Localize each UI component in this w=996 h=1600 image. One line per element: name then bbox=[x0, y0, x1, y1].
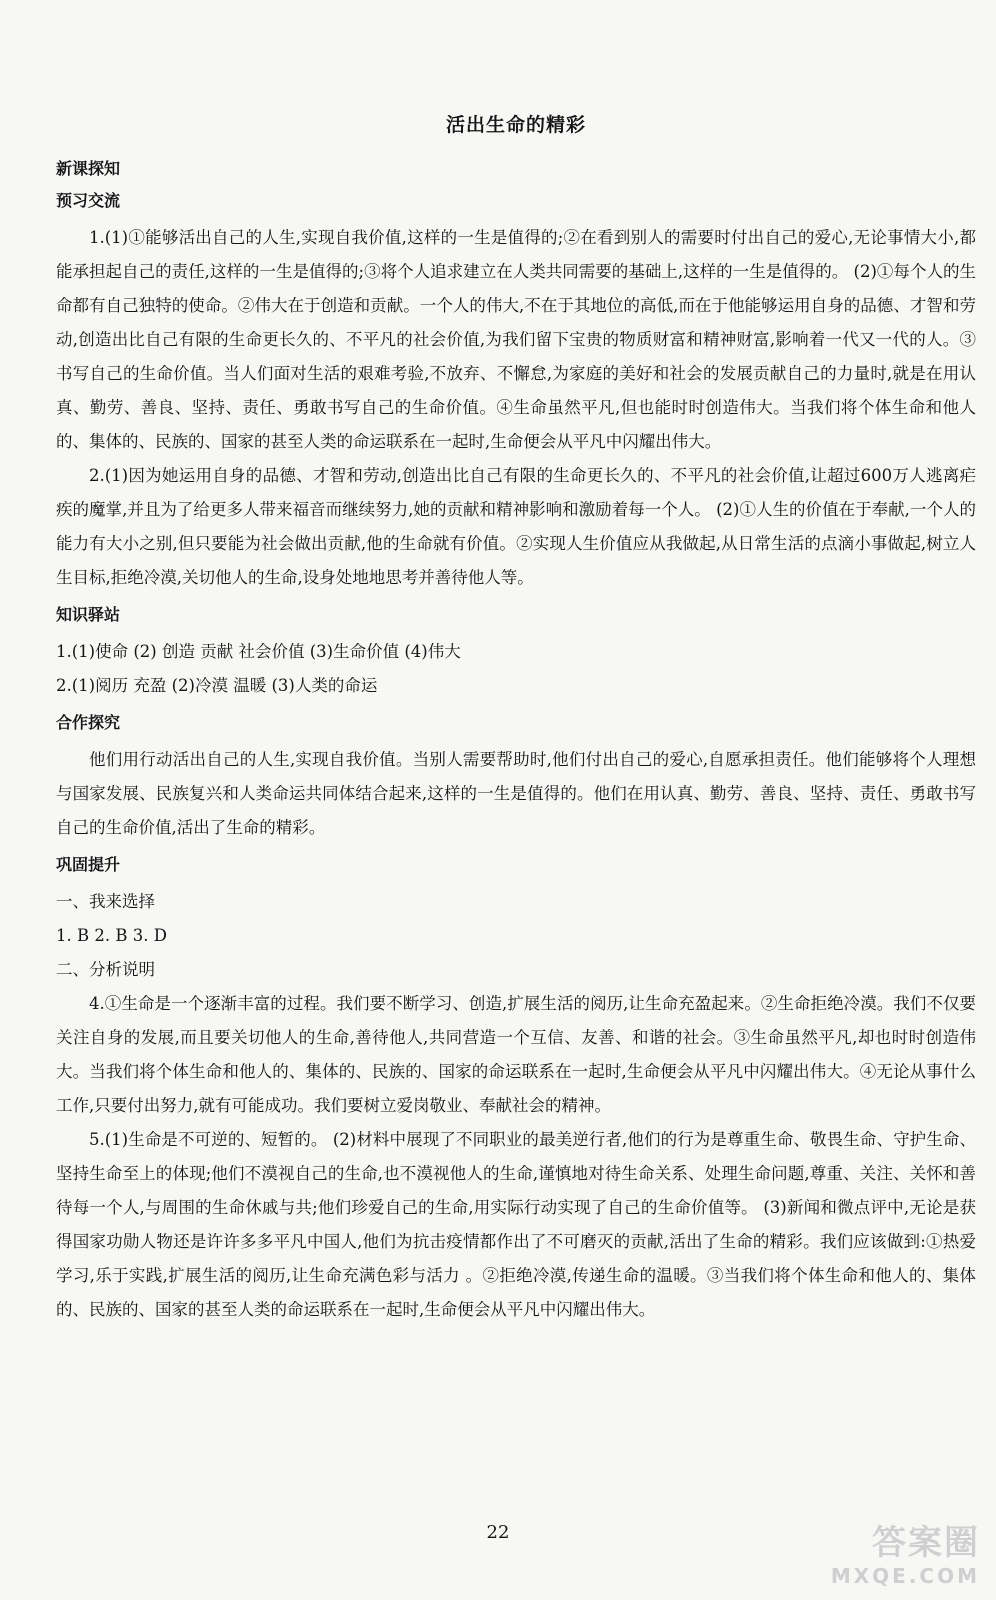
watermark-url: MXQE.COM bbox=[830, 1564, 980, 1588]
knowledge-line-2: 2.(1)阅历 充盈 (2)冷漠 温暖 (3)人类的命运 bbox=[56, 676, 378, 695]
section-heading-consolidate: 巩固提升 bbox=[56, 855, 121, 874]
choice-answers: 1. B 2. B 3. D bbox=[56, 926, 167, 945]
section-heading-new-lesson: 新课探知 bbox=[56, 159, 121, 178]
page-number: 22 bbox=[486, 1522, 510, 1543]
answer-paragraph-4: 4.①生命是一个逐渐丰富的过程。我们要不断学习、创造,扩展生活的阅历,让生命充盈起来。②生命拒绝冷漠。我们不仅要关注自身的发展,而且要关切他人的生命,善待他人,共同营造一个互信、友善、和谐的社会。③生命虽然平凡,却也时时创造伟大。当我们将个体生命和他人的、集体的、民族的、国家的命运联系在一起时,生命便会从平凡中闪耀出伟大。④无论从事什么工作,只要付出努力,就有可能成功。我们要树立爱岗敬业、奉献社会的精神。 bbox=[56, 994, 976, 1115]
knowledge-line-1: 1.(1)使命 (2) 创造 贡献 社会价值 (3)生命价值 (4)伟大 bbox=[56, 642, 461, 661]
answer-paragraph-2: 2.(1)因为她运用自身的品德、才智和劳动,创造出比自己有限的生命更长久的、不平凡的社会价值,让超过600万人逃离疟疾的魔掌,并且为了给更多人带来福音而继续努力,她的贡献和精神影响和激励着每一个人。 (2)①人生的价值在于奉献,一个人的能力有大小之别,但只要能为社会做出贡献,他的生命就有价值。②实现人生价值应从我做起,从日常生活的点滴小事做起,树立人生目标,拒绝冷漠,关切他人的生命,设身处地地思考并善待他人等。 bbox=[56, 466, 976, 587]
section-heading-knowledge: 知识驿站 bbox=[56, 605, 121, 624]
page-title: 活出生命的精彩 bbox=[445, 114, 586, 136]
answer-paragraph-5: 5.(1)生命是不可逆的、短暂的。 (2)材料中展现了不同职业的最美逆行者,他们的行为是尊重生命、敬畏生命、守护生命、坚持生命至上的体现;他们不漠视自己的生命,也不漠视他人的生命,谨慎地对待生命关系、处理生命问题,尊重、关注、关怀和善待每一个人,与周围的生命休戚与共;他们珍爱自己的生命,用实际行动实现了自己的生命价值等。 (3)新闻和微点评中,无论是获得国家功勋人物还是许许多多平凡中国人,他们为抗击疫情都作出了不可磨灭的贡献,活出了生命的精彩。我们应该做到:①热爱学习,乐于实践,扩展生活的阅历,让生命充满色彩与活力 。②拒绝冷漠,传递生命的温暖。③当我们将个体生命和他人的、集体的、民族的、国家的甚至人类的命运联系在一起时,生命便会从平凡中闪耀出伟大。 bbox=[56, 1130, 976, 1319]
section-heading-cooperate: 合作探究 bbox=[56, 713, 121, 732]
cooperate-paragraph: 他们用行动活出自己的人生,实现自我价值。当别人需要帮助时,他们付出自己的爱心,自愿承担责任。他们能够将个人理想与国家发展、民族复兴和人类命运共同体结合起来,这样的一生是值得的。他们在用认真、勤劳、善良、坚持、责任、勇敢书写自己的生命价值,活出了生命的精彩。 bbox=[56, 750, 976, 837]
answer-paragraph-1: 1.(1)①能够活出自己的人生,实现自我价值,这样的一生是值得的;②在看到别人的需要时付出自己的爱心,无论事情大小,都能承担起自己的责任,这样的一生是值得的;③将个人追求建立在人类共同需要的基础上,这样的一生是值得的。 (2)①每个人的生命都有自己独特的使命。②伟大在于创造和贡献。一个人的伟大,不在于其地位的高低,而在于他能够运用自身的品德、才智和劳动,创造出比自己有限的生命更长久的、不平凡的社会价值,为我们留下宝贵的物质财富和精神财富,影响着一代又一代的人。③书写自己的生命价值。当人们面对生活的艰难考验,不放弃、不懈怠,为家庭的美好和社会的发展贡献自己的力量时,就是在用认真、勤劳、善良、坚持、责任、勇敢书写自己的生命价值。④生命虽然平凡,但也能时时创造伟大。当我们将个体生命和他人的、集体的、民族的、国家的甚至人类的命运联系在一起时,生命便会从平凡中闪耀出伟大。 bbox=[56, 228, 976, 451]
section-heading-preview: 预习交流 bbox=[56, 191, 121, 210]
subheading-analysis: 二、分析说明 bbox=[56, 960, 155, 979]
watermark-logo bbox=[831, 1515, 980, 1588]
page-content bbox=[56, 110, 976, 1327]
subheading-choice: 一、我来选择 bbox=[56, 892, 155, 911]
watermark-title: 答案圈 bbox=[872, 1523, 980, 1563]
